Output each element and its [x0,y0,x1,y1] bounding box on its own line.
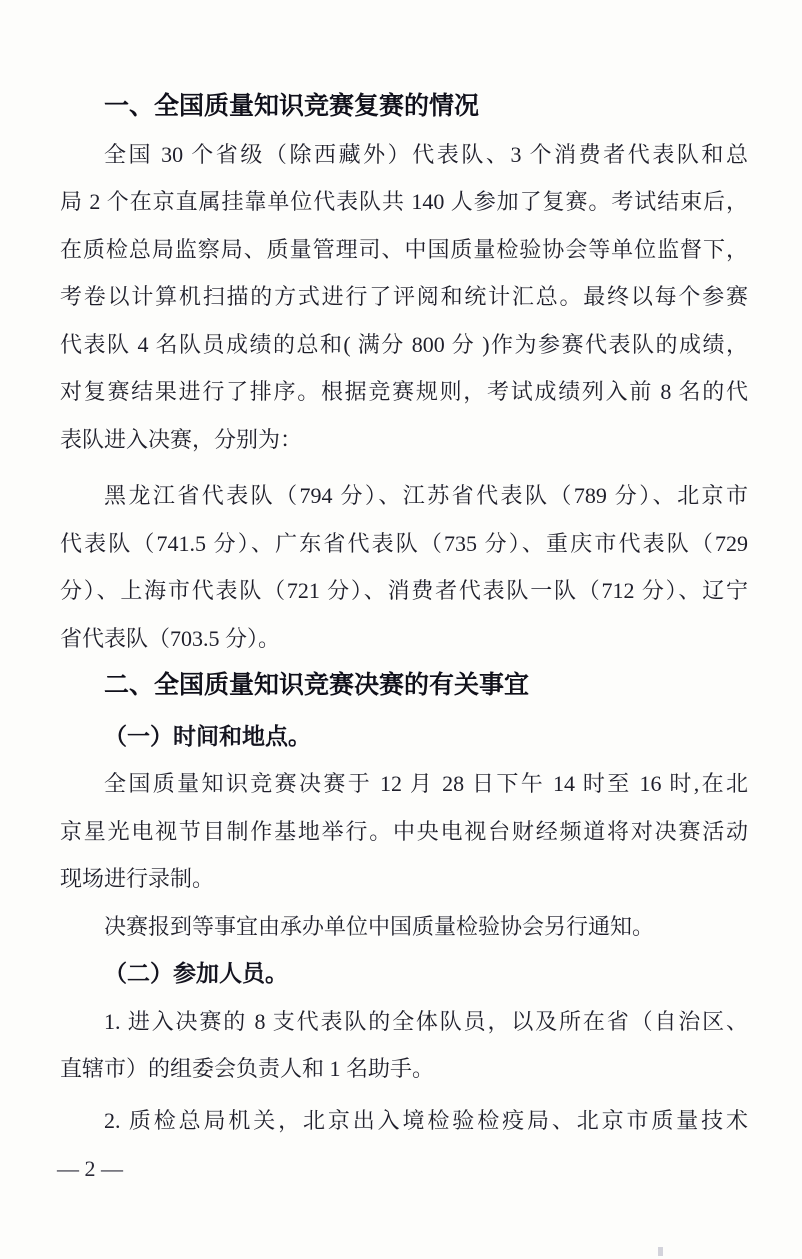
text-line: 全国质量知识竞赛决赛于 12 月 28 日下午 14 时至 16 时,在北 [104,771,748,796]
section-heading-2: 二、全国质量知识竞赛决赛的有关事宜 [104,671,530,699]
page-number: — 2 — [57,1156,123,1181]
subheading-time-place: （一）时间和地点。 [104,723,311,749]
text-line: 1. 进入决赛的 8 支代表队的全体队员，以及所在省（自治区、 [104,1008,748,1034]
section-heading-1: 一、全国质量知识竞赛复赛的情况 [104,92,480,120]
scan-artifact [658,1247,663,1256]
text-line: 局 2 个在京直属挂靠单位代表队共 140 人参加了复赛。考试结束后， [60,189,748,214]
document-body [60,83,748,1144]
text-line: 在质检总局监察局、质量管理司、中国质量检验协会等单位监督下， [60,236,748,262]
text-line: 考卷以计算机扫描的方式进行了评阅和统计汇总。最终以每个参赛 [60,284,748,309]
text-line: 表队进入决赛，分别为： [60,426,303,452]
text-line: 黑龙江省代表队（794 分）、江苏省代表队（789 分）、北京市 [104,483,748,508]
text-line: 省代表队（703.5 分）。 [60,625,281,651]
text-line: 全国 30 个省级（除西藏外）代表队、3 个消费者代表队和总 [104,141,748,167]
text-line: 代表队 4 名队员成绩的总和( 满分 800 分 )作为参赛代表队的成绩， [60,331,748,357]
text-line: 决赛报到等事宜由承办单位中国质量检验协会另行通知。 [104,913,655,939]
text-line: 对复赛结果进行了排序。根据竞赛规则，考试成绩列入前 8 名的代 [60,379,748,404]
text-line: 分）、上海市代表队（721 分）、消费者代表队一队（712 分）、辽宁 [60,578,748,603]
text-line: 直辖市）的组委会负责人和 1 名助手。 [60,1056,435,1081]
paragraph-participants-item1 [60,998,748,1093]
text-line: 2. 质检总局机关，北京出入境检验检疫局、北京市质量技术 [104,1107,748,1133]
paragraph-participants-item2 [60,1097,748,1145]
subheading-participants: （二）参加人员。 [104,961,288,986]
text-line: 代表队（741.5 分）、广东省代表队（735 分）、重庆市代表队（729 [60,530,748,556]
paragraph-final-time-place [60,760,748,903]
paragraph-semifinal-overview [60,131,748,464]
text-line: 现场进行录制。 [60,866,215,891]
paragraph-finalist-scores [60,472,748,662]
text-line: 京星光电视节目制作基地举行。中央电视台财经频道将对决赛活动 [60,818,748,844]
paragraph-registration-notice [60,903,748,951]
